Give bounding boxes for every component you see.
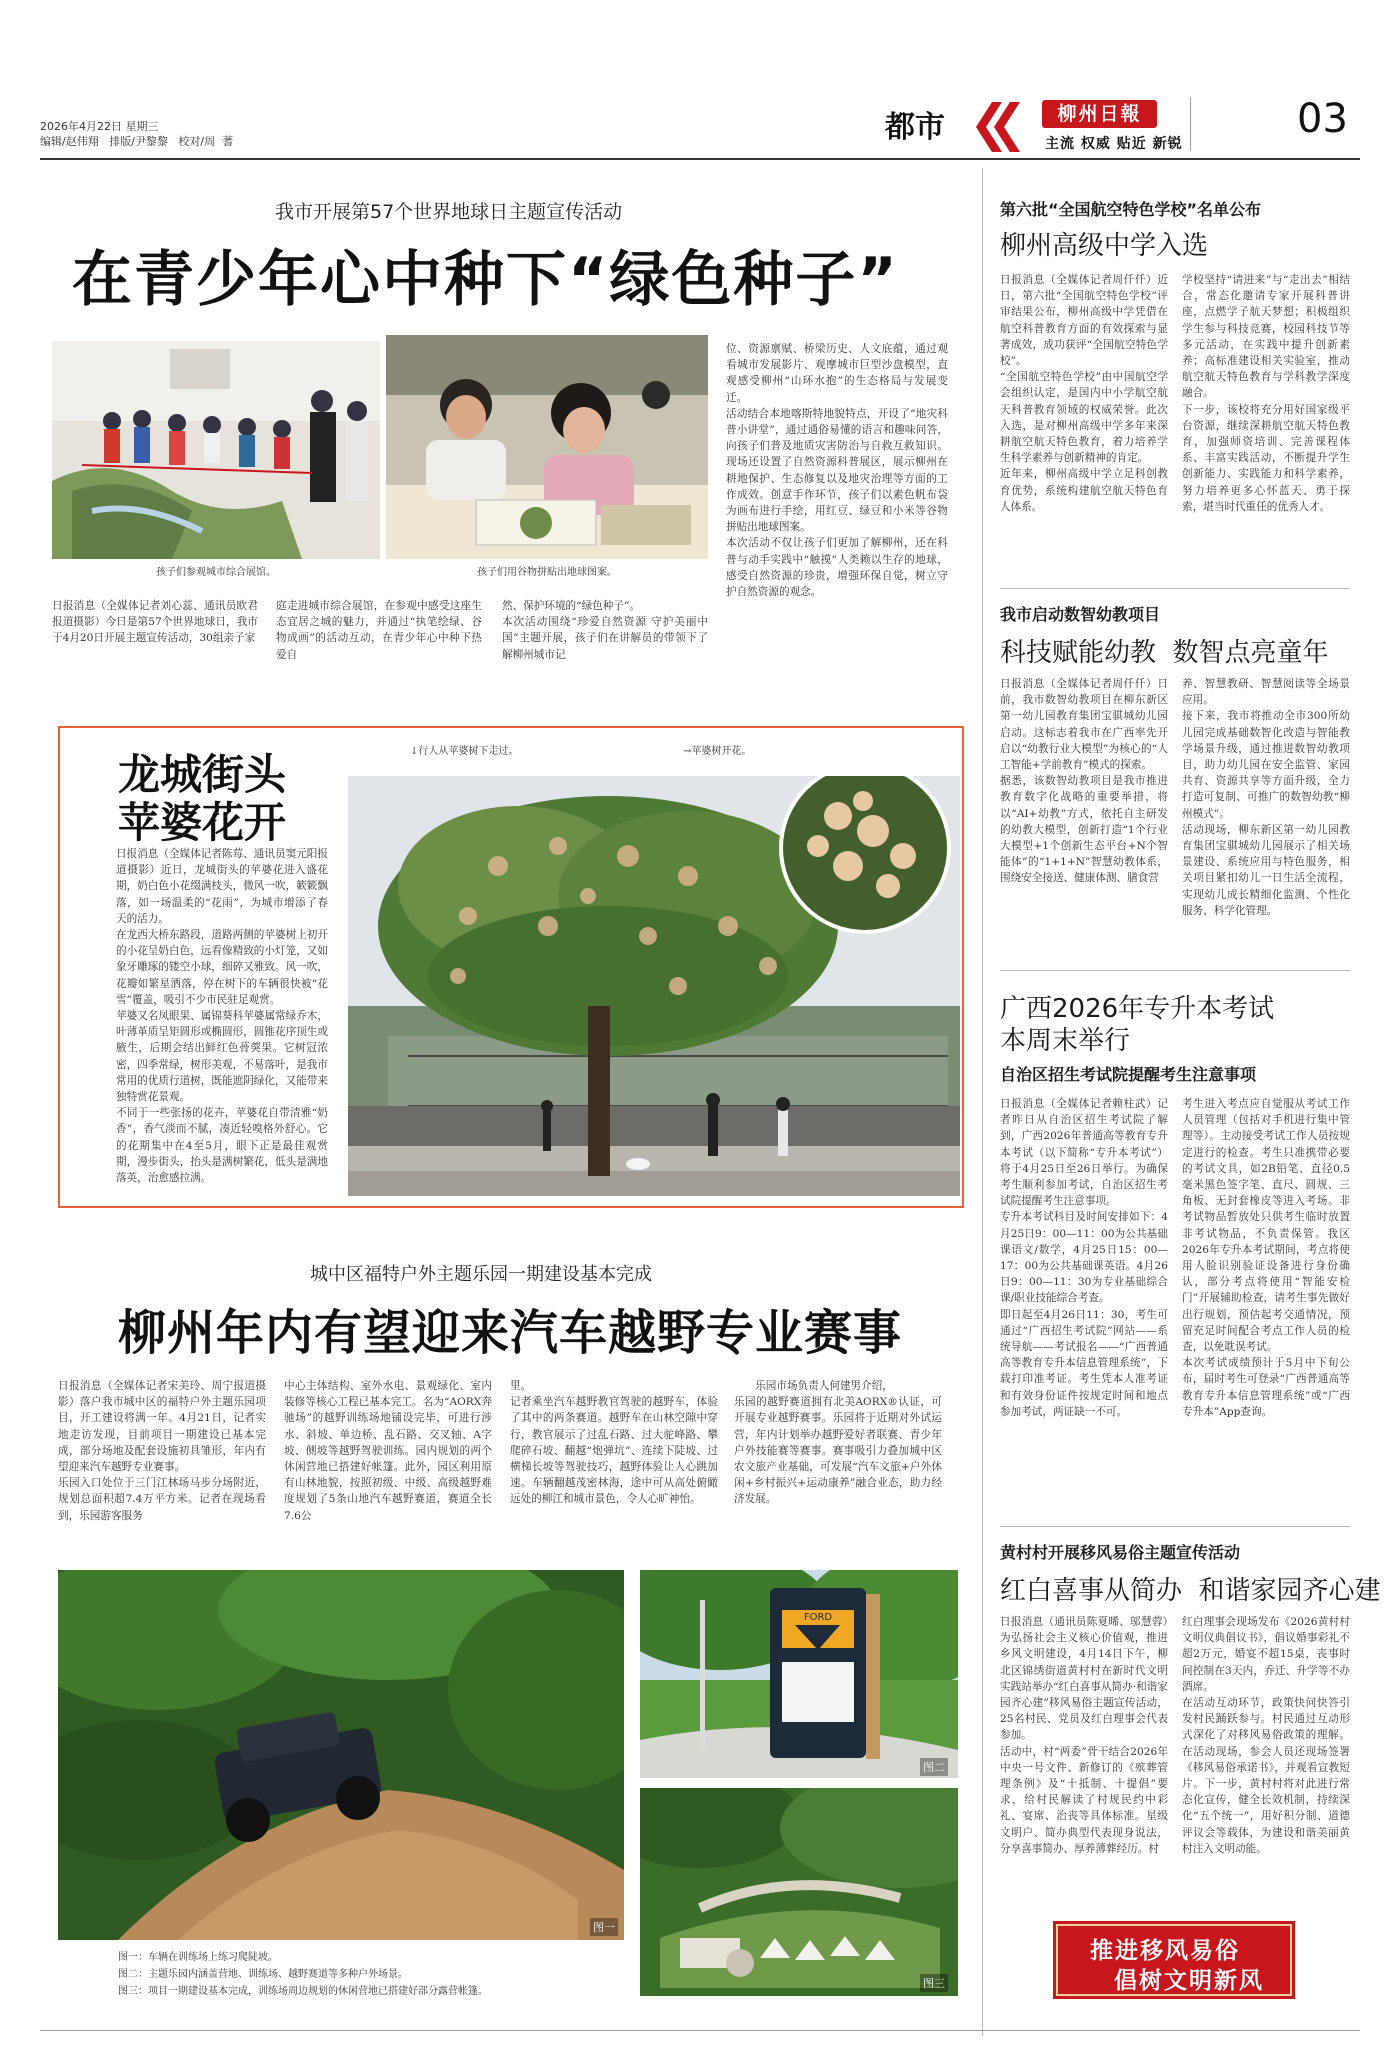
exam-rule: [1000, 970, 1350, 971]
offroad-photo-2-tag: 图二: [920, 1758, 948, 1776]
village-banner: [1056, 1924, 1292, 1996]
column-divider: [982, 168, 983, 2036]
earthday-photo-2: [386, 335, 708, 559]
village-banner-line1: 推进移风易俗: [1090, 1938, 1240, 1964]
offroad-col-3: 里。 记者乘坐汽车越野教官驾驶的越野车，体验了其中的两条赛道。越野车在山林空隙中穿行，教官展示了过乱石路、过大驼峰路、攀爬碎石坡、翻越“炮弹坑”、连续下陡坡、过横梯长坡等驾驶技巧，越野体验让人心跳加速。车辆翻越茂密林海，途中可从高处俯瞰远处的柳江和城市景色，令人心旷神怡。: [510, 1380, 718, 1506]
village-rule: [1000, 1526, 1350, 1527]
earthday-col-4: 位、资源禀赋、桥梁历史、人文底蕴，通过观看城市发展影片、观摩城市巨型沙盘模型，直观感受柳州“山环水抱”的生态格局与发展变迁。 活动结合本地喀斯特地貌特点，开设了“地灾科普小讲堂”，通过通俗易懂的语言和趣味问答，向孩子们普及地质灾害防治与自救互救知识。现场还设置了自然资源科普展区，展示柳州在耕地保护、生态修复以及地灾治理等方面的工作成效。创意手作环节，孩子们以素色帆布袋为画布进行手绘，用红豆、绿豆和小米等谷物拼贴出地球图案。 本次活动不仅让孩子们更加了解柳州，还在科普与动手实践中“触摸”人类赖以生存的地球，感受自然资源的珍贵，增强环保自觉，树立守护自然资源的观念。: [726, 343, 948, 599]
masthead-editors: 编辑/赵伟翔 排版/尹黎黎 校对/周 蓍: [40, 135, 234, 148]
flower-photo-label-left: ↓行人从苹婆树下走过。: [410, 746, 519, 757]
offroad-kicker: 城中区福特户外主题乐园一期建设基本完成: [310, 1264, 652, 1285]
village-banner-line2: 倡树文明新风: [1114, 1968, 1264, 1994]
earthday-title: 在青少年心中种下“绿色种子”: [72, 245, 899, 315]
page-number: 03: [1297, 96, 1348, 142]
earthday-col-3: 然、保护环境的“绿色种子”。 本次活动围绕“珍爱自然资源 守护美丽中国”主题开展，孩子们在讲解员的带领下了解柳州城市记: [502, 600, 708, 661]
flower-tree-photo: [348, 776, 960, 1196]
masthead-rule: [40, 158, 1360, 160]
offroad-photo-1-tag: 图一: [590, 1918, 618, 1936]
offroad-col-2: 中心主体结构、室外水电、景观绿化、室内装修等核心工程已基本完工。名为“AORX奔驰场”的越野训练场地铺设完毕，可进行涉水、斜坡、单边桥、乱石路、交叉轴、A字坡、侧坡等越野驾驶训练。园内规划的两个休闲营地已搭建好帐篷。此外，园区利用原有山林地貌，按照初级、中级、高级越野难度规划了5条山地汽车越野赛道，赛道全长7.6公: [284, 1380, 492, 1522]
earthday-kicker: 我市开展第57个世界地球日主题宣传活动: [275, 201, 623, 223]
offroad-col-1: 日报消息（全媒体记者宋美玲、周宁报道摄影）落户我市城中区的福特户外主题乐园项目，开工建设将满一年。4月21日，记者实地走访发现，目前项目一期建设已基本完成，部分场地及配套设施初具雏形，年内有望迎来汽车越野专业赛事。 乐园入口处位于三门江林场马步分场附近，规划总面积超7.4万平方米。记者在现场看到，乐园游客服务: [58, 1380, 266, 1522]
section-label: 都市: [885, 110, 945, 145]
chevron-left-icon: [970, 100, 1030, 154]
aviation-title: 柳州高级中学入选: [1000, 231, 1209, 261]
offroad-caption-3: 图三：项目一期建设基本完成，训练场周边规划的休闲营地已搭建好部分露营帐篷。: [118, 1986, 488, 1997]
earthday-photo-1-caption: 孩子们参观城市综合展馆。: [156, 567, 276, 578]
offroad-col-4-text: 乐园的越野赛道拥有北美AORX®认证，可开展专业越野赛事。乐园将于近期对外试运营，年内计划举办越野爱好者联赛、青少年户外技能赛等赛事。赛事吸引力叠加城中区农文旅产业基础，可发展“汽车文旅+户外休闲+乡村振兴+运动康养”融合业态，助力经济发展。: [734, 1396, 942, 1506]
offroad-col-4: [734, 1378, 942, 1568]
aviation-kicker: 第六批“全国航空特色学校”名单公布: [1000, 200, 1262, 219]
masthead-slogan: 主流 权威 贴近 新锐: [1045, 136, 1183, 152]
exam-col-1: 日报消息（全媒体记者赖柱武）记者昨日从自治区招生考试院了解到，广西2026年普通高等教育专升本考试（以下简称“专升本考试”）将于4月25日至26日举行。为确保考生顺利参加考试，自治区招生考试院提醒考生注意事项。 专升本考试科目及时间安排如下：4月25日9：00—11：00为公共基础课语文/数学，4月25日15：00—17：00为公共基础课英语。4月26日9：00—11：30为专业基础综合课/职业技能综合考查。 即日起至4月26日11：30，考生可通过“广西招生考试院”网站——系统导航——考试报名——“广西普通高等教育专升本信息管理系统”，下载打印准考证。考生凭本人准考证和有效身份证件按规定时间和地点参加考试，两证缺一不可。: [1000, 1098, 1168, 1418]
village-col-2: 红白理事会现场发布《2026黄村村文明仪典倡议书》，倡议婚事彩礼不超2万元，婚宴不超15桌，丧事时间控制在3天内，乔迁、升学等不办酒席。 在活动互动环节，政策快问快答引发村民踊跃参与。村民通过互动形式深化了对移风易俗政策的理解。在活动现场，参会人员还现场签署《移风易俗承诺书》，并观看宣教短片。下一步，黄村村将对此进行常态化宣传，健全长效机制，持续深化“五个统一”，用好积分制、道德评议会等载体，为建设和谐美丽黄村注入文明动能。: [1182, 1616, 1350, 1855]
flower-title-line2: 苹婆花开: [118, 798, 287, 847]
flower-body: 日报消息（全媒体记者陈莓、通讯员窦元阳报道摄影）近日，龙城街头的苹婆花进入盛花期，奶白色小花缀满枝头，微风一吹，簌簌飘落，如一场温柔的“花雨”，为城市增添了春天的活力。 在龙西大桥东路段，道路两侧的苹婆树上初开的小花呈奶白色，远看像精致的小灯笼，又如象牙雕琢的镂空小球，细碎又雅致。风一吹，花瓣如繁星洒落，停在树下的车辆很快被“花雪”覆盖，吸引不少市民驻足观赏。 苹婆又名凤眼果、属锦葵科苹婆属常绿乔木，叶薄革质呈矩圆形或椭圆形，圆锥花序顶生或腋生，后期会结出鲜红色蓇葖果。它树冠浓密，四季常绿，树形美观，不易落叶，是我市常用的优质行道树，既能遮阴绿化，又能带来独特赏花景观。 不同于一些张扬的花卉，苹婆花自带清雅“奶香”，香气淡而不腻，凑近轻嗅格外舒心。它的花期集中在4至5月，眼下正是最佳观赏期，漫步街头，抬头是满树繁花，低头是满地落英，治愈感拉满。: [116, 848, 328, 1185]
offroad-caption-1: 图一：车辆在训练场上练习爬陡坡。: [118, 1952, 278, 1963]
offroad-photo-2: [640, 1570, 958, 1778]
sign-text: FORD: [803, 1612, 833, 1623]
offroad-caption-2: 图二：主题乐园内涵盖营地、训练场、越野赛道等多种户外场景。: [118, 1969, 408, 1980]
earthday-photo-1: [52, 341, 380, 559]
offroad-photo-3-tag: 图三: [920, 1974, 948, 1992]
kindergarten-kicker: 我市启动数智幼教项目: [1000, 605, 1161, 624]
earthday-photo-2-caption: 孩子们用谷物拼贴出地球图案。: [477, 567, 617, 578]
masthead-date: 2026年4月22日 星期三: [40, 120, 159, 133]
exam-col-2: 考生进入考点应自觉服从考试工作人员管理（包括对手机进行集中管理等）。主动接受考试工作人员按规定进行的检查。考生只准携带必要的考试文具，如2B铅笔、直径0.5毫米黑色签字笔、直尺、圆规、三角板、无封套橡皮等进入考场。非考试物品暂放处只供考生临时放置非考试物品，不负责保管。我区2026年专升本考试期间，考点将使用人脸识别验证设备进行身份确认，部分考点将使用“智能安检门”开展辅助检查，请考生事先做好出行规划，预估起考交通情况，预留充足时间配合考点工作人员的检查，以免耽误考试。 本次考试成绩预计于5月中下旬公布，届时考生可登录“广西普通高等教育专升本信息管理系统”或“广西专升本”App查询。: [1182, 1098, 1350, 1418]
exam-title-line2: 本周末举行: [1000, 1026, 1131, 1056]
earthday-col-2: 庭走进城市综合展馆，在参观中感受这座生态宜居之城的魅力，并通过“执笔绘绿、谷物成画”的活动互动，在青少年心中种下热爱自: [276, 600, 482, 661]
page-bottom-rule: [40, 2030, 1360, 2031]
masthead-logo: 柳州日報: [1042, 100, 1157, 128]
kindergarten-col-1: 日报消息（全媒体记者周仟仟）日前，我市数智幼教项目在柳东新区第一幼儿园教育集团宝骐城幼儿园启动。这标志着我市在广西率先开启以“幼教行业大模型”为核心的“人工智能+学前教育”模式的探索。 据悉，该数智幼教项目是我市推进教育数字化战略的重要举措，将以“AI+幼教”方式，依托自主研发的幼教大模型，创新打造“1个行业大模型+1个创新生态平台+N个智能体”的“1+1+N”智慧幼教体系，围绕安全接送、健康体测、膳食营: [1000, 678, 1168, 885]
exam-title-line1: 广西2026年专升本考试: [1000, 994, 1275, 1024]
aviation-col-1: 日报消息（全媒体记者周仟仟）近日，第六批“全国航空特色学校”评审结果公布，柳州高级中学凭借在航空科普教育方面的有效探索与显著成效，成功获评“全国航空特色学校”。 “全国航空特色学校”由中国航空学会组织认定，是国内中小学航空航天科普教育领域的权威荣誉。此次入选，是对柳州高级中学多年来深耕航空航天特色教育，着力培养学生科学素养与创新精神的肯定。 近年来，柳州高级中学立足科创教育优势，系统构建航空航天特色育人体系。: [1000, 274, 1168, 513]
offroad-photo-3: [640, 1788, 958, 1996]
masthead-divider: [1190, 98, 1191, 150]
offroad-title: 柳州年内有望迎来汽车越野专业赛事: [118, 1305, 903, 1361]
earthday-col-1: 日报消息（全媒体记者刘心蕊、通讯员欧君报道摄影）今日是第57个世界地球日，我市于4月20日开展主题宣传活动，30组亲子家: [52, 600, 258, 645]
offroad-col-4-lead: 乐园市场负责人何建男介绍，: [755, 1380, 893, 1392]
offroad-photo-1: [58, 1570, 624, 1940]
village-kicker: 黄村村开展移风易俗主题宣传活动: [1000, 1543, 1241, 1562]
kindergarten-rule: [1000, 588, 1350, 589]
kindergarten-title: 科技赋能幼教 数智点亮童年: [1000, 638, 1329, 668]
aviation-col-2: 学校坚持“请进来”与“走出去”相结合，常态化邀请专家开展科普讲座，点燃学子航天梦想；积极组织学生参与科技竞赛，校园科技节等多元活动，在实践中提升创新素养；高标准建设相关实验室，推动航空航天特色教育与学科教学深度融合。 下一步，该校将充分用好国家级平台资源，继续深耕航空航天特色教育，加强师资培训、完善课程体系、丰富实践活动，不断提升学生创新能力、实践能力和科学素养，努力培养更多心怀蓝天、勇于探索，堪当时代重任的优秀人才。: [1182, 274, 1350, 513]
exam-subtitle: 自治区招生考试院提醒考生注意事项: [1000, 1065, 1257, 1084]
flower-photo-label-right: →苹婆树开花。: [683, 746, 752, 757]
flower-title-line1: 龙城街头: [118, 750, 287, 799]
village-col-1: 日报消息（通讯员陈夏晞、邬慧蓉）为弘扬社会主义核心价值观，推进乡风文明建设，4月14日下午，柳北区锦绣街道黄村村在新时代文明实践站举办“红白喜事从简办·和谐家园齐心建”移风易俗主题宣传活动，25名村民、党员及红白理事会代表参加。 活动中，村“两委”骨干结合2026年中央一号文件、新修订的《殡葬管理条例》及“十抵制、十提倡”要求，给村民解读了村规民约中彩礼、宴席、治丧等具体标准。星级文明户、简办典型代表现身说法，分享喜事简办、厚养薄葬经历。村: [1000, 1616, 1168, 1855]
kindergarten-col-2: 养、智慧教研、智慧阅读等全场景应用。 接下来，我市将推动全市300所幼儿园完成基础数智化改造与智能教学场景升级，通过推进数智幼教项目，助力幼儿园在安全监管、家园共育、资源共享等方面升级，全力打造可复制、可推广的数智幼教“柳州模式”。 活动现场，柳东新区第一幼儿园教育集团宝骐城幼儿园展示了相关场景建设、系统应用与特色服务，相关项目紧扣幼儿一日生活全流程，实现幼儿成长精细化监测、个性化服务、科学化管理。: [1182, 678, 1350, 917]
village-title: 红白喜事从简办 和谐家园齐心建: [1000, 1576, 1381, 1606]
